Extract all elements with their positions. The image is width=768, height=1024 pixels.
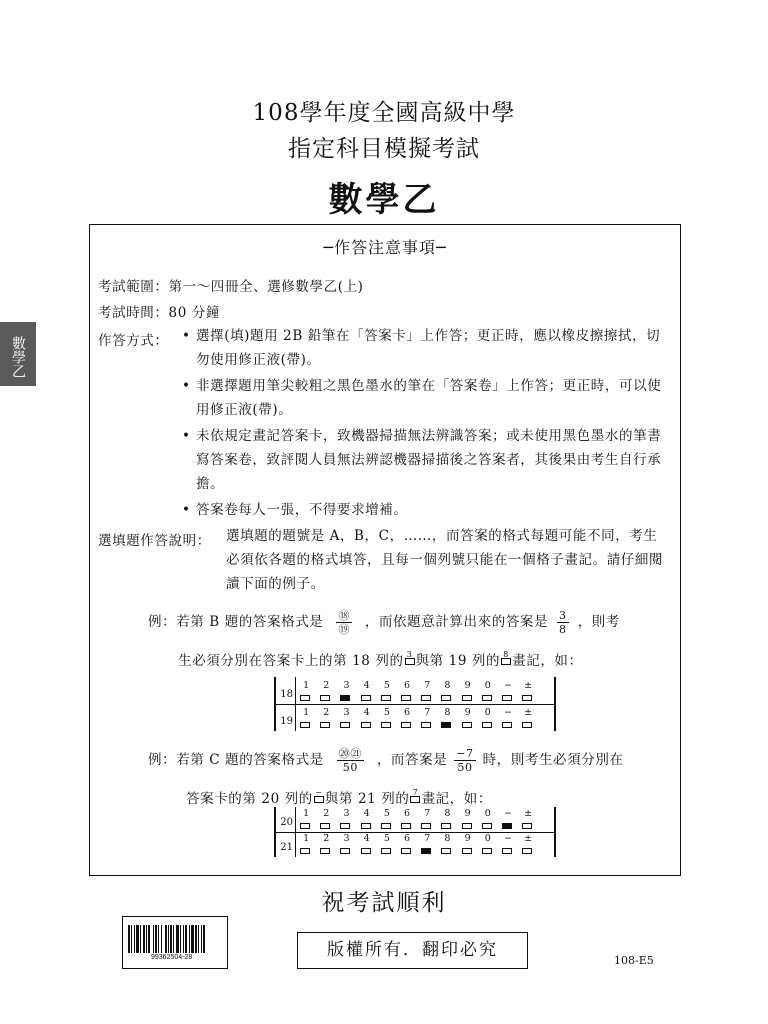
bubble-cell xyxy=(296,707,316,731)
bubble-label: 2 xyxy=(323,680,330,691)
fraction-numerator: 3 xyxy=(559,609,567,622)
example2-text: ，而答案是 xyxy=(376,752,448,768)
answer-card-example1 xyxy=(274,677,556,731)
bubble-cell xyxy=(357,833,377,857)
bubble xyxy=(381,695,391,701)
bubble-label: ± xyxy=(524,707,533,718)
bubble-label: 1 xyxy=(303,707,310,718)
bubble xyxy=(401,848,411,854)
bubble xyxy=(522,823,532,829)
example2-answer-fraction xyxy=(454,747,475,774)
mini-bubble-label: − xyxy=(315,788,323,797)
mini-bubble-label: 7 xyxy=(412,788,419,797)
bubble-label: 8 xyxy=(444,833,451,844)
time-label: 考試時間： xyxy=(98,305,169,321)
bubble-cell xyxy=(498,833,518,857)
bubble-cell xyxy=(437,680,457,704)
bubble-cell xyxy=(458,833,478,857)
bubble xyxy=(462,823,472,829)
bubble-label: 2 xyxy=(323,808,330,819)
bubble-label: − xyxy=(503,833,512,844)
bubble xyxy=(381,722,391,728)
bubble-cell xyxy=(357,680,377,704)
bubble xyxy=(421,722,431,728)
method-bullet: • 非選擇題用筆尖較粗之黑色墨水的筆在「答案卷」上作答；更正時，可以使用修正液(帶)。 xyxy=(182,374,672,422)
bubble-label: 9 xyxy=(464,680,471,691)
bubble-label: − xyxy=(503,707,512,718)
bubble xyxy=(381,823,391,829)
bubble-label: 4 xyxy=(363,833,370,844)
fraction-denominator: ⑲ xyxy=(338,623,350,636)
example1-text: 與第 19 列的 xyxy=(415,653,501,669)
bubble-cell xyxy=(336,680,356,704)
fraction-numerator: −7 xyxy=(456,747,474,760)
bubble-cell xyxy=(397,707,417,731)
barcode xyxy=(122,916,228,969)
bubble-cell xyxy=(518,680,538,704)
row-number: 18 xyxy=(280,689,293,700)
bubble-cell xyxy=(437,833,457,857)
bubble-cell xyxy=(316,833,336,857)
exam-title-line2: 指定科目模擬考試 xyxy=(288,136,480,162)
bubble-cell xyxy=(316,707,336,731)
bubble-cell xyxy=(377,808,397,832)
bubble-cell xyxy=(498,808,518,832)
bubble-label: 0 xyxy=(484,680,491,691)
example1-text: 生必須分別在答案卡上的第 18 列的 xyxy=(178,653,404,669)
bubble xyxy=(522,848,532,854)
method-bullet-text: 選擇(填)題用 2B 鉛筆在「答案卡」上作答；更正時，應以橡皮擦擦拭，切勿使用修正液(帶)。 xyxy=(196,328,661,368)
bubble-cell xyxy=(417,808,437,832)
bubble xyxy=(381,848,391,854)
bubble-label: 5 xyxy=(383,833,390,844)
bubble-cell xyxy=(498,680,518,704)
bubble-label: 3 xyxy=(343,833,350,844)
bubble-cell xyxy=(458,808,478,832)
example1-text: 例：若第 B 題的答案格式是 xyxy=(148,614,324,630)
bubble-label: 9 xyxy=(464,833,471,844)
bubble-label: 8 xyxy=(444,680,451,691)
bubble-label: 4 xyxy=(363,808,370,819)
row-number-divider xyxy=(295,807,296,857)
bubble-cell xyxy=(518,833,538,857)
example1-answer-fraction xyxy=(557,609,569,636)
bubble-filled xyxy=(502,823,512,829)
bubble-label: 6 xyxy=(404,808,411,819)
method-bullet-text: 答案卷每人一張，不得要求增補。 xyxy=(196,502,408,518)
row-separator xyxy=(276,832,554,833)
side-subject-tab: 數學乙 xyxy=(0,322,36,386)
bubble-label: 5 xyxy=(383,808,390,819)
example1-text: 畫記，如： xyxy=(512,653,583,669)
answer-card-row xyxy=(276,831,538,857)
bubble xyxy=(320,695,330,701)
exam-title-line1: 108學年度全國高級中學 xyxy=(252,100,516,126)
exam-code: 108-E5 xyxy=(614,954,654,967)
bubble-cell xyxy=(437,808,457,832)
mini-bubble xyxy=(501,650,511,665)
bubble-cell xyxy=(397,680,417,704)
bubble-label: 5 xyxy=(383,680,390,691)
mini-bubble xyxy=(410,788,420,803)
bubble-label: 9 xyxy=(464,808,471,819)
example1-text: ，則考 xyxy=(577,614,620,630)
fraction-denominator: 8 xyxy=(559,623,567,636)
bubble-label: 0 xyxy=(484,707,491,718)
bubble-label: 8 xyxy=(444,808,451,819)
mini-bubble-label: 3 xyxy=(406,650,413,659)
answer-card-row xyxy=(276,806,538,832)
method-bullet-text: 非選擇題用筆尖較粗之黑色墨水的筆在「答案卷」上作答；更正時，可以使用修正液(帶)。 xyxy=(196,378,662,418)
bubble xyxy=(300,823,310,829)
bubble-cell xyxy=(417,680,437,704)
bubble-cell xyxy=(518,808,538,832)
bubble-label: 0 xyxy=(484,833,491,844)
answer-card-row xyxy=(276,678,538,704)
bubble-cell xyxy=(458,707,478,731)
mini-bubble xyxy=(405,650,415,665)
fraction-denominator: 50 xyxy=(342,761,358,774)
bubble-label: 0 xyxy=(484,808,491,819)
example2-line2 xyxy=(186,787,492,807)
method-label: 作答方式： xyxy=(98,333,169,349)
bubble xyxy=(502,722,512,728)
bubble xyxy=(482,823,492,829)
example2-line1 xyxy=(148,747,624,774)
bubble-label: 2 xyxy=(323,707,330,718)
bubble-cell xyxy=(296,833,316,857)
bubble-label: 2 xyxy=(323,833,330,844)
bubble-cell xyxy=(458,680,478,704)
row-number-divider xyxy=(295,677,296,731)
barcode-number: 99362504-28 xyxy=(151,954,193,961)
bubble-cell xyxy=(296,808,316,832)
example2-format-fraction xyxy=(337,747,364,774)
bubble xyxy=(522,722,532,728)
method-bullets xyxy=(182,324,672,522)
copyright-notice: 版權所有．翻印必究 xyxy=(297,932,528,969)
bubble xyxy=(300,695,310,701)
example2-text: 時，則考生必須分別在 xyxy=(482,752,624,768)
bubble-label: 6 xyxy=(404,833,411,844)
bubble xyxy=(462,848,472,854)
bubble-cell xyxy=(478,808,498,832)
bubble xyxy=(300,848,310,854)
bubble-cell xyxy=(377,707,397,731)
bubble xyxy=(482,848,492,854)
good-luck-message: 祝考試順利 xyxy=(321,890,447,916)
time-value: 80 分鐘 xyxy=(168,305,220,321)
bubble-label: 6 xyxy=(404,707,411,718)
bubble-cell xyxy=(377,680,397,704)
example2-text: 答案卡的第 20 列的 xyxy=(186,791,313,807)
scope-value: 第一～四冊全、選修數學乙(上) xyxy=(168,279,364,295)
mini-bubble-label: 8 xyxy=(503,650,509,659)
bubble xyxy=(361,848,371,854)
method-bullet: • 選擇(填)題用 2B 鉛筆在「答案卡」上作答；更正時，應以橡皮擦擦拭，切勿使用修正液(帶)。 xyxy=(182,324,672,372)
bubble-label: 4 xyxy=(363,707,370,718)
row-number: 19 xyxy=(280,716,293,727)
bubble-label: 9 xyxy=(464,707,471,718)
example1-text: ，而依題意計算出來的答案是 xyxy=(364,614,549,630)
bubble-cell xyxy=(377,833,397,857)
bubble xyxy=(522,695,532,701)
bubble-label: − xyxy=(503,808,512,819)
bubble-cell xyxy=(478,680,498,704)
bubble xyxy=(502,848,512,854)
bubble-cell xyxy=(417,833,437,857)
bubble xyxy=(340,848,350,854)
bubble-filled xyxy=(421,848,431,854)
bubble-cell xyxy=(336,833,356,857)
method-bullet-text: 未依規定畫記答案卡，致機器掃描無法辨識答案；或未使用黑色墨水的筆書寫答案卷，致評閱人員無法辨認機器掃描後之答案者，其後果由考生自行承擔。 xyxy=(196,428,662,492)
bubble xyxy=(401,695,411,701)
bubble xyxy=(441,848,451,854)
bubble-cell xyxy=(336,707,356,731)
bubble xyxy=(401,823,411,829)
bubble-label: 7 xyxy=(424,707,431,718)
bubble-cell xyxy=(498,707,518,731)
bubble-label: 1 xyxy=(303,808,310,819)
bubble-label: 3 xyxy=(343,707,350,718)
bubble-label: 1 xyxy=(303,680,310,691)
bubble xyxy=(421,695,431,701)
bubble-label: 7 xyxy=(424,833,431,844)
bubble xyxy=(462,695,472,701)
example1-line2 xyxy=(178,649,583,669)
fraction-denominator: 50 xyxy=(457,761,473,774)
bubble xyxy=(300,722,310,728)
bubble-cell xyxy=(336,808,356,832)
fill-in-text: 選填題的題號是 A，B，C，……，而答案的格式每題可能不同，考生必須依各題的格式填答，且每一個列號只能在一個格子畫記。請仔細閱讀下面的例子。 xyxy=(226,528,664,592)
time-row xyxy=(98,301,220,321)
method-bullet: • 未依規定畫記答案卡，致機器掃描無法辨識答案；或未使用黑色墨水的筆書寫答案卷，致評閱人員無法辨認機器掃描後之答案者，其後果由考生自行承擔。 xyxy=(182,424,672,496)
bubble xyxy=(462,722,472,728)
fraction-numerator: ⑱ xyxy=(338,609,350,622)
subject-title: 數學乙 xyxy=(328,180,440,220)
fill-in-label: 選填題作答說明： xyxy=(98,533,211,549)
bubble xyxy=(320,722,330,728)
example1-format-fraction xyxy=(336,609,352,636)
instructions-box xyxy=(89,224,681,876)
bubble-label: 3 xyxy=(343,680,350,691)
bubble-label: 4 xyxy=(363,680,370,691)
bubble-cell xyxy=(478,707,498,731)
bubble xyxy=(340,823,350,829)
row-separator xyxy=(276,704,554,705)
bubble-filled xyxy=(340,695,350,701)
bubble xyxy=(361,823,371,829)
bubble-label: ± xyxy=(524,808,533,819)
answer-card-row xyxy=(276,705,538,731)
bubble xyxy=(320,848,330,854)
bubble xyxy=(320,823,330,829)
answer-card-example2 xyxy=(274,807,556,857)
bubble-cell xyxy=(397,808,417,832)
bubble xyxy=(361,695,371,701)
bubble-cell xyxy=(296,680,316,704)
bubble-cell xyxy=(357,707,377,731)
bubble-label: 5 xyxy=(383,707,390,718)
bubble-label: ± xyxy=(524,680,533,691)
bubble xyxy=(340,722,350,728)
bubble-cell xyxy=(357,808,377,832)
bubble-cell xyxy=(397,833,417,857)
bubble-label: − xyxy=(503,680,512,691)
bubble-label: 7 xyxy=(424,808,431,819)
bubble-cell xyxy=(518,707,538,731)
bubble-label: 7 xyxy=(424,680,431,691)
bubble xyxy=(361,722,371,728)
bubble-cell xyxy=(316,808,336,832)
bubble-label: 1 xyxy=(303,833,310,844)
scope-row xyxy=(98,275,364,295)
bubble xyxy=(441,695,451,701)
bubble-cell xyxy=(437,707,457,731)
fraction-numerator: ⑳㉑ xyxy=(338,747,362,760)
scope-label: 考試範圍： xyxy=(98,279,169,295)
bubble-label: 6 xyxy=(404,680,411,691)
example2-text: 畫記，如： xyxy=(421,791,492,807)
bubble-filled xyxy=(441,722,451,728)
bubble xyxy=(421,823,431,829)
mini-bubble xyxy=(314,788,324,803)
method-bullet: • 答案卷每人一張，不得要求增補。 xyxy=(182,498,672,522)
bubble xyxy=(482,722,492,728)
bubble xyxy=(401,722,411,728)
bubble-label: 3 xyxy=(343,808,350,819)
bubble-cell xyxy=(316,680,336,704)
row-number: 20 xyxy=(280,817,293,828)
bubble-cell xyxy=(478,833,498,857)
bubble xyxy=(441,823,451,829)
example2-text: 例：若第 C 題的答案格式是 xyxy=(148,752,324,768)
bubble-cell xyxy=(417,707,437,731)
example2-text: 與第 21 列的 xyxy=(324,791,410,807)
example1-line1 xyxy=(148,609,620,636)
bubble-label: ± xyxy=(524,833,533,844)
bubble xyxy=(482,695,492,701)
row-number: 21 xyxy=(280,842,293,853)
instructions-title: ─作答注意事項─ xyxy=(323,238,447,257)
bubble-label: 8 xyxy=(444,707,451,718)
bubble xyxy=(502,695,512,701)
